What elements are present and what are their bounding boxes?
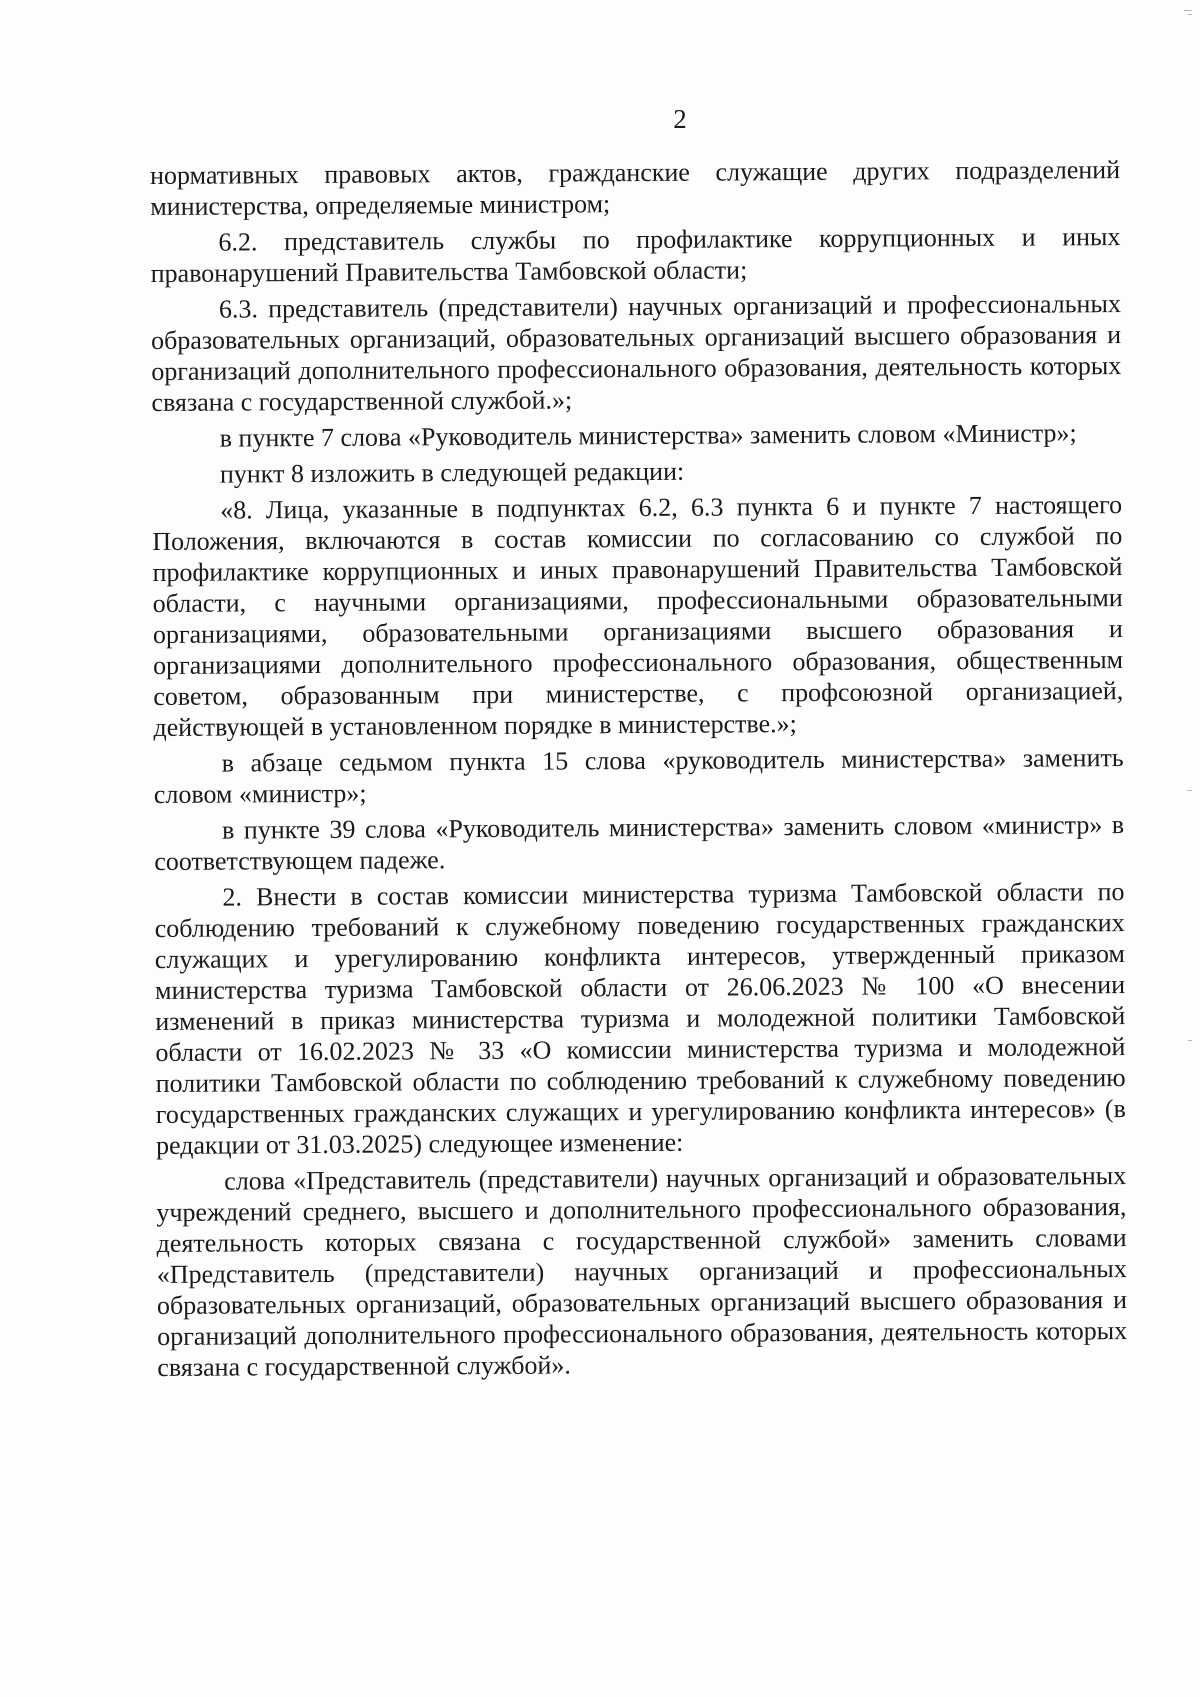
paragraph: 6.2. представитель службы по профилактике коррупционных и иных правонарушений Правительства Тамбовской области; <box>150 222 1121 288</box>
paragraph: в пункте 39 слова «Руководитель министерства» заменить словом «министр» в соответствующем падеже. <box>154 810 1125 876</box>
paragraph: «8. Лица, указанные в подпунктах 6.2, 6.3 пункта 6 и пункте 7 настоящего Положения, включаются в состав комиссии по согласованию со службой по профилактике коррупционных и иных правонарушений Правительства Тамбовской области, с научными организациями, профессиональными образовательными организациями, образовательными организациями высшего образования и организациями дополнительного профессионального образования, общественным советом, образованным при министерстве, с профсоюзной организацией, действующей в установленном порядке в министерстве.»; <box>152 490 1124 742</box>
paragraph: в пункте 7 слова «Руководитель министерства» заменить словом «Министр»; <box>219 418 1077 453</box>
page-number: 2 <box>673 104 687 134</box>
scan-edge-marks <box>1178 0 1192 1697</box>
paragraph: 2. Внести в состав комиссии министерства туризма Тамбовской области по соблюдению требований к служебному поведению государственных гражданских служащих и урегулированию конфликта интересов, утвержденный приказом министерства туризма Тамбовской области от 26.06.2023 № 100 «О внесении изменений в приказ министерства туризма и молодежной политики Тамбовской области от 16.02.2023 № 33 «О комиссии министерства туризма и молодежной политики Тамбовской области по соблюдению требований к служебному поведению государственных гражданских служащих и урегулированию конфликта интересов» (в редакции от 31.03.2025) следующее изменение: <box>154 877 1126 1160</box>
paragraph: 6.3. представитель (представители) научных организаций и профессиональных образовательных организаций, образовательных организаций высшего образования и организаций дополнительного профессионального образования, деятельность которых связана с государственной службой.»; <box>151 289 1122 417</box>
paragraph: пункт 8 изложить в следующей редакции: <box>219 456 685 489</box>
paragraph: в абзаце седьмом пункта 15 слова «руководитель министерства» заменить словом «министр»; <box>153 743 1124 809</box>
paragraph: нормативных правовых актов, гражданские служащие других подразделений министерства, определяемые министром; <box>150 155 1121 221</box>
paragraph: слова «Представитель (представители) научных организаций и образовательных учреждений среднего, высшего и дополнительного профессионального образования, деятельность которых связана с государственной службой» заменить словами «Представитель (представители) научных организаций и профессиональных образовательных организаций, образовательных организаций высшего образования и организаций дополнительного профессионального образования, деятельность которых связана с государственной службой». <box>156 1161 1128 1382</box>
document-body <box>150 154 1127 1388</box>
